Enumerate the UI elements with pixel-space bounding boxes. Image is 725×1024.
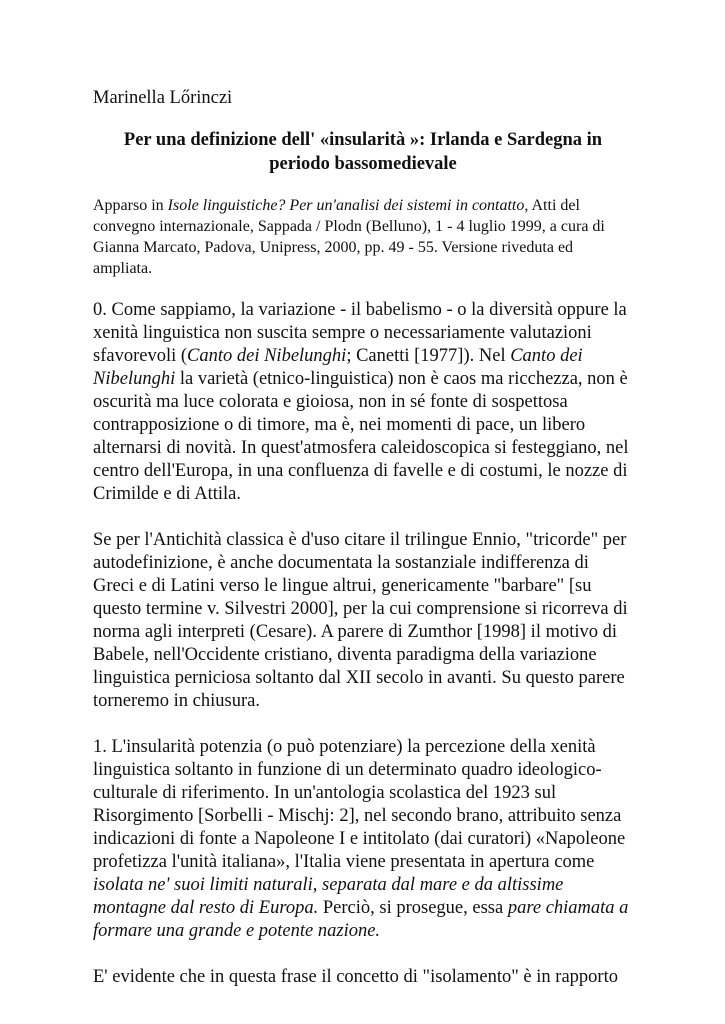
paragraph-2-text-1: 1. L'insularità potenzia (o può potenziare) la percezione della xenità linguistica soltanto in funzione di un determinato quadro ideologico-culturale di riferimento. In un'antologia scolastica del 1923 sul Risorgimento [Sorbelli - Mischj: 2], nel secondo brano, attribuito senza indicazioni di fonte a Napoleone I e intitolato (dai curatori) «Napoleone profetizza l'unità italiana», l'Italia viene presentata in apertura come <box>93 737 626 872</box>
paragraph-2-quote-2: pare chiamata a formare una grande e potente nazione. <box>93 898 629 941</box>
publication-note-text-2: , Atti del convegno internazionale, Sappada / Plodn (Belluno), 1 - 4 luglio 1999, a cura di Gianna Marcato, Padova, Unipress, 2000, pp. 49 - 55. Versione riveduta ed ampliata. <box>93 197 605 277</box>
paragraph-1: Se per l'Antichità classica è d'uso citare il trilingue Ennio, "tricorde" per autodefinizione, è anche documentata la sostanziale indifferenza di Greci e di Latini verso le lingue altrui, genericamente "barbare" [su questo termine v. Silvestri 2000], per la cui comprensione si ricorreva di norma agli interpreti (Cesare). A parere di Zumthor [1998] il motivo di Babele, nell'Occidente cristiano, diventa paradigma della variazione linguistica perniciosa soltanto dal XII secolo in avanti. Su questo parere torneremo in chiusura. <box>93 530 628 711</box>
publication-note-book-title: Isole linguistiche? Per un'analisi dei sistemi in contatto <box>167 197 525 214</box>
paragraph-0-text-2: ; Canetti [1977]). Nel <box>346 346 511 366</box>
paragraph-0-text-1: 0. Come sappiamo, la variazione - il babelismo - o la diversità oppure la xenità linguistica non suscita sempre o necessariamente valutazioni sfavorevoli ( <box>93 300 627 366</box>
paragraph-0-work-title-1: Canto dei Nibelunghi <box>187 346 347 366</box>
paragraph-0 <box>93 299 633 506</box>
publication-note <box>93 195 633 279</box>
document-page <box>93 86 633 989</box>
paragraph-2-quote-1: isolata ne' suoi limiti naturali, separata dal mare e da altissime montagne dal resto di Europa. <box>93 875 564 918</box>
paragraph-0-text-3: la varietà (etnico-linguistica) non è caos ma ricchezza, non è oscurità ma luce colorata e gioiosa, non in sé fonte di sospettosa contrapposizione o di timore, ma è, nei momenti di pace, un libero alternarsi di novità. In quest'atmosfera caleidoscopica si festeggiano, nel centro dell'Europa, in una confluenza di favelle e di costumi, le nozze di Crimilde e di Attila. <box>93 369 629 504</box>
paper-title: Per una definizione dell' «insularità »: Irlanda e Sardegna in periodo bassomedievale <box>123 130 603 174</box>
paragraph-2-text-2: Perciò, si prosegue, essa <box>318 898 508 918</box>
paragraph-2 <box>93 736 633 943</box>
publication-note-text-1: Apparso in <box>93 197 168 214</box>
paragraph-0-work-title-2: Canto dei Nibelunghi <box>93 346 583 389</box>
paragraph-3: E' evidente che in questa frase il concetto di "isolamento" è in rapporto <box>93 967 618 987</box>
author-name: Marinella Lőrinczi <box>93 88 233 108</box>
